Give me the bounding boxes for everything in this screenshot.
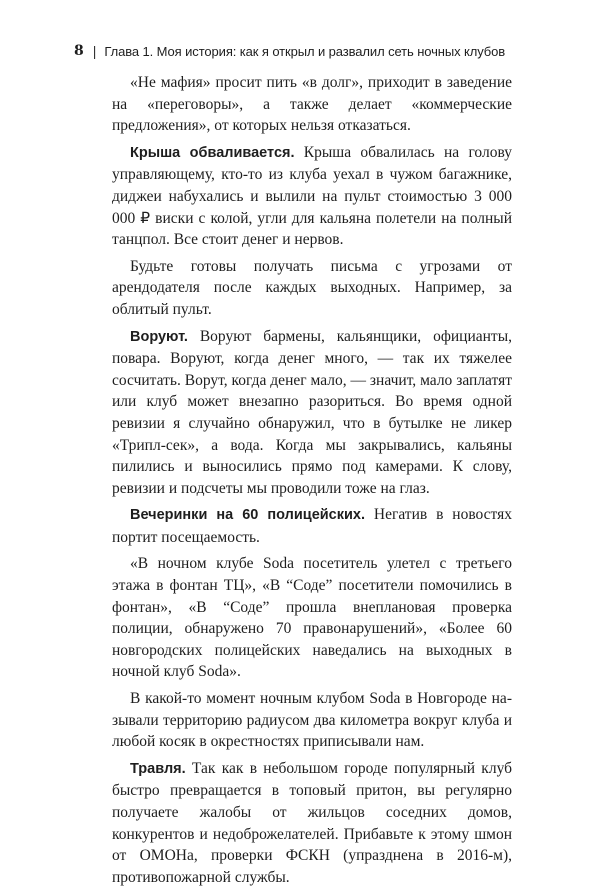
running-title: Глава 1. Моя история: как я открыл и развалил сеть ночных клубов xyxy=(104,43,506,59)
paragraph-text: Крыша обвалилась на голову управляющему, кто-то из клуба уехал в чужом багажнике, диджеи набухались и вылили на пульт стоимостью 3 000 000 ₽ виски с колой, угли для кальяна полетели на полный танцпол. Все стоит денег и нервов. xyxy=(112,143,512,249)
paragraph-text: В какой-то момент ночным клубом Soda в Новгороде называли территорию радиусом два километра вокруг клуба и любой косяк в окрестностях приписывали нам. xyxy=(112,690,512,751)
run-in-heading: Вечеринки на 60 полицейских. xyxy=(130,507,366,524)
run-in-heading: Травля. xyxy=(130,760,186,777)
paragraph-text: Негатив в новостях портит посещаемость. xyxy=(112,506,512,546)
paragraph xyxy=(112,256,512,321)
paragraph xyxy=(112,72,512,137)
body-text xyxy=(112,72,512,893)
paragraph xyxy=(112,504,512,548)
header-separator: | xyxy=(92,43,97,59)
run-in-heading: Крыша обваливается. xyxy=(130,144,295,161)
paragraph xyxy=(112,688,512,753)
paragraph xyxy=(112,326,512,500)
paragraph xyxy=(112,553,512,683)
paragraph-text: Будьте готовы получать письма с угрозами от арендодателя после каждых выходных. Например, за облитый пульт. xyxy=(112,257,512,318)
paragraph-text: Воруют бармены, кальянщики, официанты, повара. Воруют, когда денег много, — так их тяжелее сосчитать. Ворут, когда денег мало, — значит, мало заплатят или клуб может внезапно разориться. Во время одной ревизии я случайно обнаружил, что в бутылке не ликер «Трипл-сек», а вода. Когда мы закрывались, кальяны пилились и выносились прямо под камерами. К слову, ревизии и подсчеты мы проводили тоже на глаз. xyxy=(112,327,512,497)
paragraph-text: «В ночном клубе Soda посетитель улетел с третьего этажа в фонтан ТЦ», «В “Соде” посетители помочились в фонтан», «В “Соде” прошла внеплановая проверка полиции, обнаружено 70 правонарушений», «Более 60 новгородских полицейских наведались на выходных в ночной клуб Soda». xyxy=(112,555,512,681)
page-header xyxy=(74,40,534,62)
paragraph xyxy=(112,142,512,251)
paragraph xyxy=(112,758,512,889)
paragraph-text: «Не мафия» просит пить «в долг», приходит в заведение на «переговоры», а также делает «коммерческие предложения», от которых нельзя отказаться. xyxy=(112,74,512,135)
run-in-heading: Воруют. xyxy=(130,328,188,345)
page-number: 8 xyxy=(74,43,84,59)
paragraph-text: Так как в небольшом городе популярный клуб быстро превращается в топовый притон, вы регулярно получаете жалобы от жильцов соседних домов, конкурентов и недоброжелателей. Прибавьте к этому шмон от ОМОНа, проверки ФСКН (упразднена в 2016-м), противопожарной службы. xyxy=(112,759,512,886)
